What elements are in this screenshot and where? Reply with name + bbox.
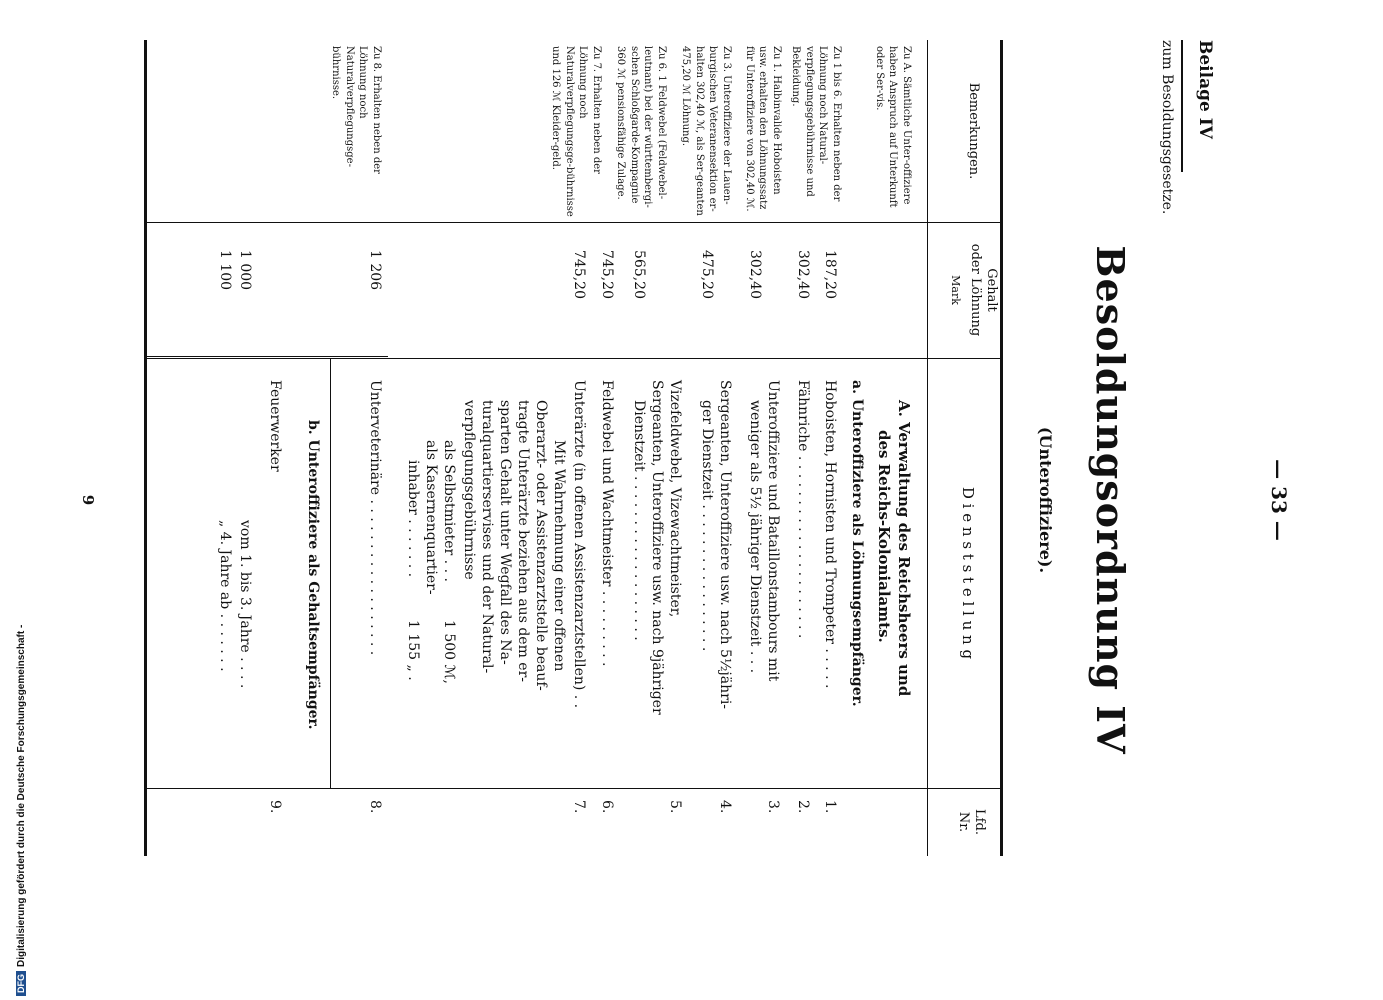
row-text: Fähnriche . . . . . . . . . . . . . . . . . . . . .: [795, 380, 811, 639]
header-gehalt: [949, 222, 999, 358]
row-amount: 565,20: [631, 250, 647, 299]
row-text-3: Dienstzeit . . . . . . . . . . . . . . . . . . .: [631, 400, 647, 641]
note: Zu 1 bis 6. Erhalten neben der Löhnung noch Natural-verpflegungsgebührnisse und Bekleidung.: [790, 46, 842, 202]
header-gehalt-line1: Gehalt: [984, 268, 999, 312]
beilage-underline: [1181, 40, 1183, 172]
credit-text: Digitalisierung gefördert durch die Deutsche Forschungsgemeinschaft -: [16, 624, 27, 967]
note: Zu 3. Unteroffiziere der Lauen-burgischen Veteranensektion er-halten 302,40 ℳ, als Ser-geanten 475,20 ℳ Löhnung.: [680, 46, 732, 216]
table-top-rule: [1000, 40, 1003, 856]
row7-sub-amount: 1 155 „ .: [405, 620, 421, 681]
row-nr: 5.: [667, 800, 683, 814]
row-amount: 745,20: [571, 250, 587, 299]
col-divider-amount: [147, 358, 1003, 359]
header-gehalt-line2: oder Löhnung: [967, 243, 983, 337]
header-nr: [955, 788, 988, 856]
row-text-2: vom 1. bis 3. Jahre . . . .: [237, 520, 253, 689]
row-text: Vizefeldwebel, Vizewachtmeister,: [667, 380, 683, 618]
row-amount: 302,40: [747, 250, 763, 299]
row-text: Feuerwerker: [267, 380, 283, 472]
header-bottom-rule: [927, 40, 928, 856]
note: Zu 7. Erhalten neben der Löhnung noch Naturalverpflegungsge-bührnisse und 126 ℳ Kleider-geld.: [550, 46, 602, 217]
row7-sub-amount: 1 500 ℳ,: [441, 620, 457, 684]
row-text-3: „ 4. Jahre ab . . . . . . .: [217, 520, 233, 672]
row-nr: 1.: [822, 800, 838, 814]
row7-detail-line: tragte Unterärzte beziehen aus dem er-: [515, 400, 531, 683]
row-text-2: weniger als 5½ jähriger Dienstzeit . . .: [747, 400, 763, 674]
row-text-2: ger Dienstzeit . . . . . . . . . . . . . . . . .: [699, 400, 715, 652]
row-nr: 7.: [571, 800, 587, 814]
col-divider-notes: [147, 222, 1003, 223]
note: Zu 1. Halbinvalide Hoboisten usw. erhalten den Löhnungssatz für Unteroffiziere von 302,40 ℳ.: [744, 46, 782, 212]
document-subtitle: (Unteroffiziere).: [1036, 426, 1055, 574]
beilage-label: Beilage IV: [1195, 40, 1215, 139]
footer-number: 9: [79, 494, 97, 506]
section-b-rule: [330, 358, 331, 788]
row-amount: 1 206: [367, 250, 383, 291]
page-number: — 33 —: [1267, 459, 1291, 541]
subsection-b: b. Unteroffiziere als Gehaltsempfänger.: [305, 420, 321, 730]
header-nr-line1: Lfd.: [972, 809, 987, 835]
table-bottom-rule: [144, 40, 147, 856]
note: Zu A. Sämtliche Unter-offiziere haben Anspruch auf Unterkunft oder Ser-vis.: [874, 46, 912, 208]
row7-detail-line: Mit Wahrnehmung einer offenen: [551, 440, 567, 672]
row7-detail-line: Oberarzt- oder Assistenzarztstelle beauf-: [533, 400, 549, 691]
row-nr: 8.: [367, 800, 383, 814]
note: Zu 6. 1 Feldwebel (Feldwebel-leutnant) bei der württembergi-schen Schloßgarde-Kompagnie 360 ℳ pensionsfähige Zulage.: [615, 46, 667, 208]
note: Zu 8. Erhalten neben der Löhnung noch Naturalverpflegungsge-bührnisse.: [330, 46, 382, 174]
row-nr: 6.: [599, 800, 615, 814]
row7-sub-label: als Kasernenquartier-: [423, 440, 439, 595]
row7-detail-line: sparten Gehalt unter Wegfall des Na-: [497, 400, 513, 665]
row7-detail-line: verpflegungsgebührnisse: [461, 400, 477, 580]
digitization-credit: [16, 625, 27, 996]
digitization-credit-wrap: [0, 0, 27, 1000]
row-amount: 187,20: [822, 250, 838, 299]
header-nr-line2: Nr.: [955, 811, 971, 833]
section-a-heading: A. Verwaltung des Reichsheers und: [895, 400, 913, 697]
row-amount: 475,20: [699, 250, 715, 299]
row-amount: 745,20: [599, 250, 615, 299]
row-amount: 1 000: [237, 250, 253, 291]
beilage-subtitle: zum Besoldungsgesetze.: [1159, 40, 1175, 215]
row-text: Unterärzte (in offenen Assistenzarztstellen) . .: [571, 380, 587, 709]
row-text: Hoboisten, Hornisten und Trompeter . . . . .: [822, 380, 838, 689]
dfg-logo: DFG: [16, 971, 26, 996]
row-amount: 302,40: [795, 250, 811, 299]
row-text-2: Sergeanten, Unteroffiziere usw. nach 9jähriger: [649, 380, 665, 715]
row-nr: 2.: [795, 800, 811, 814]
col-divider-nr: [147, 788, 1003, 789]
row7-detail-line: turalquartierservises und der Natural-: [479, 400, 495, 674]
row7-sub-label: inhaber . . . . . . .: [405, 460, 421, 578]
document-title: Besoldungsordnung IV: [1088, 245, 1133, 755]
row-text: Feldwebel und Wachtmeister . . . . . . . . .: [599, 380, 615, 667]
row-text: Unteroffiziere und Bataillonstambours mit: [765, 380, 781, 682]
row-text: Unterveterinäre . . . . . . . . . . . . . . . . . .: [367, 380, 383, 656]
header-dienststellung: D i e n s t s t e l l u n g: [959, 486, 977, 660]
header-gehalt-unit: Mark: [949, 275, 963, 305]
row7-sub-label: als Selbstmieter . . .: [441, 440, 457, 582]
row-nr: 4.: [717, 800, 733, 814]
amount-inner-rule: [147, 356, 388, 357]
row-text: Sergeanten, Unteroffiziere usw. nach 5½jähri-: [717, 380, 733, 710]
subsection-a: a. Unteroffiziere als Löhnungsempfänger.: [849, 380, 865, 707]
row-nr: 9.: [267, 800, 283, 814]
header-bemerkungen: Bemerkungen.: [966, 82, 981, 180]
row-amount-2: 1 100: [217, 250, 233, 291]
section-a-heading-2: des Reichs-Kolonialamts.: [875, 430, 893, 643]
row-nr: 3.: [765, 800, 781, 814]
